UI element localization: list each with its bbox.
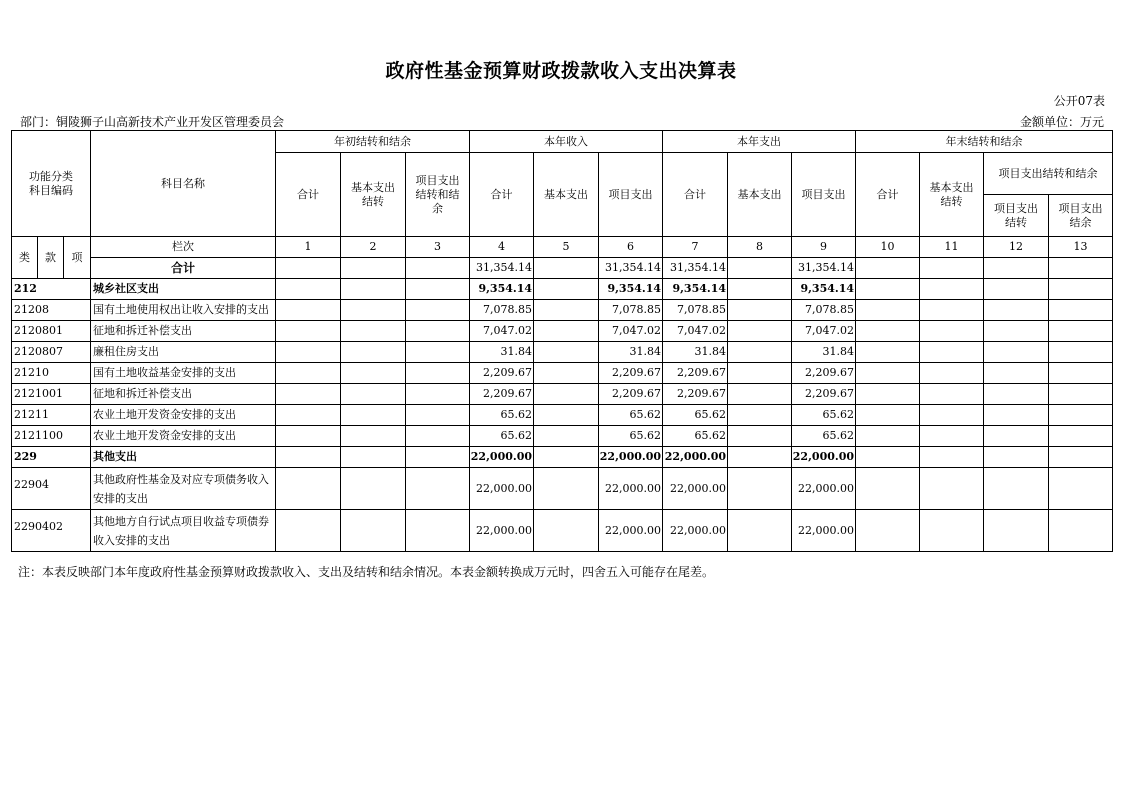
header-lei: 类	[12, 237, 38, 279]
row-code: 21211	[12, 405, 91, 426]
row-name: 其他地方自行试点项目收益专项债券收入安排的支出	[91, 510, 276, 552]
cell: 22,000.00	[470, 447, 534, 468]
row-name: 农业土地开发资金安排的支出	[91, 426, 276, 447]
col-number: 3	[406, 237, 470, 258]
cell	[856, 279, 920, 300]
cell	[1049, 342, 1113, 363]
cell	[341, 426, 406, 447]
cell: 2,209.67	[599, 384, 663, 405]
cell	[534, 300, 599, 321]
table-row-total	[12, 258, 1113, 279]
table-row	[12, 510, 1113, 552]
row-name: 农业土地开发资金安排的支出	[91, 405, 276, 426]
cell: 9,354.14	[663, 279, 728, 300]
cell	[1049, 363, 1113, 384]
cell	[534, 342, 599, 363]
cell	[920, 405, 984, 426]
cell: 9,354.14	[599, 279, 663, 300]
cell	[728, 405, 792, 426]
cell	[406, 321, 470, 342]
cell	[920, 321, 984, 342]
cell	[856, 258, 920, 279]
cell	[1049, 468, 1113, 510]
cell: 22,000.00	[663, 510, 728, 552]
cell	[406, 363, 470, 384]
row-name: 国有土地使用权出让收入安排的支出	[91, 300, 276, 321]
cell	[276, 426, 341, 447]
cell	[341, 384, 406, 405]
cell	[984, 447, 1049, 468]
cell	[920, 300, 984, 321]
cell	[920, 510, 984, 552]
row-name: 征地和拆迁补偿支出	[91, 384, 276, 405]
cell: 2,209.67	[599, 363, 663, 384]
header-end-project-carry: 项目支出结转	[984, 195, 1049, 237]
department-label: 部门：铜陵狮子山高新技术产业开发区管理委员会	[20, 115, 285, 129]
header-end-total: 合计	[856, 153, 920, 237]
header-xiang: 项	[64, 237, 91, 279]
cell: 22,000.00	[599, 468, 663, 510]
row-code: 21208	[12, 300, 91, 321]
cell	[920, 384, 984, 405]
cell	[920, 258, 984, 279]
cell: 65.62	[792, 426, 856, 447]
cell	[984, 342, 1049, 363]
cell: 65.62	[663, 405, 728, 426]
cell	[341, 300, 406, 321]
cell: 7,047.02	[792, 321, 856, 342]
footnote: 注：本表反映部门本年度政府性基金预算财政拨款收入、支出及结转和结余情况。本表金额转换成万元时，四舍五入可能存在尾差。	[18, 565, 715, 579]
cell: 7,078.85	[470, 300, 534, 321]
table-row	[12, 342, 1113, 363]
cell: 65.62	[599, 405, 663, 426]
col-number: 9	[792, 237, 856, 258]
cell	[984, 468, 1049, 510]
header-expense-total: 合计	[663, 153, 728, 237]
cell	[856, 426, 920, 447]
cell	[276, 468, 341, 510]
cell	[341, 258, 406, 279]
cell	[534, 468, 599, 510]
header-income-basic: 基本支出	[534, 153, 599, 237]
cell	[534, 384, 599, 405]
cell	[406, 510, 470, 552]
cell: 22,000.00	[663, 468, 728, 510]
cell	[728, 363, 792, 384]
table-row	[12, 468, 1113, 510]
table-row	[12, 447, 1113, 468]
cell	[856, 468, 920, 510]
cell	[856, 300, 920, 321]
cell	[984, 384, 1049, 405]
col-number: 5	[534, 237, 599, 258]
cell	[1049, 405, 1113, 426]
cell	[534, 447, 599, 468]
table-row	[12, 363, 1113, 384]
cell	[341, 405, 406, 426]
header-income-project: 项目支出	[599, 153, 663, 237]
cell: 22,000.00	[792, 468, 856, 510]
form-number: 公开07表	[1053, 94, 1105, 108]
cell	[920, 426, 984, 447]
cell	[534, 258, 599, 279]
header-group-begin: 年初结转和结余	[276, 131, 470, 153]
header-group-expense: 本年支出	[663, 131, 856, 153]
header-expense-basic: 基本支出	[728, 153, 792, 237]
cell	[534, 426, 599, 447]
row-code: 2121100	[12, 426, 91, 447]
row-name: 其他政府性基金及对应专项债务收入安排的支出	[91, 468, 276, 510]
cell: 22,000.00	[792, 510, 856, 552]
cell	[406, 342, 470, 363]
cell: 31.84	[792, 342, 856, 363]
budget-table	[11, 130, 1113, 552]
col-number: 2	[341, 237, 406, 258]
cell: 7,047.02	[470, 321, 534, 342]
cell	[984, 321, 1049, 342]
cell: 22,000.00	[470, 468, 534, 510]
cell: 22,000.00	[663, 447, 728, 468]
header-begin-project: 项目支出结转和结余	[406, 153, 470, 237]
header-end-project-group: 项目支出结转和结余	[984, 153, 1113, 195]
cell	[406, 468, 470, 510]
row-name: 城乡社区支出	[91, 279, 276, 300]
cell	[534, 321, 599, 342]
cell	[341, 363, 406, 384]
cell: 65.62	[470, 405, 534, 426]
col-number: 8	[728, 237, 792, 258]
cell	[920, 447, 984, 468]
cell	[856, 447, 920, 468]
page-title: 政府性基金预算财政拨款收入支出决算表	[385, 60, 737, 82]
col-number: 12	[984, 237, 1049, 258]
cell	[406, 405, 470, 426]
cell: 22,000.00	[792, 447, 856, 468]
cell	[276, 321, 341, 342]
row-name: 其他支出	[91, 447, 276, 468]
row-code: 2121001	[12, 384, 91, 405]
cell	[341, 321, 406, 342]
cell: 31.84	[663, 342, 728, 363]
cell	[1049, 300, 1113, 321]
col-number: 13	[1049, 237, 1113, 258]
cell: 7,078.85	[792, 300, 856, 321]
cell	[276, 342, 341, 363]
cell	[728, 384, 792, 405]
cell	[856, 405, 920, 426]
cell	[1049, 321, 1113, 342]
row-code: 22904	[12, 468, 91, 510]
cell: 2,209.67	[663, 363, 728, 384]
cell	[984, 279, 1049, 300]
cell: 65.62	[599, 426, 663, 447]
cell	[276, 405, 341, 426]
cell	[406, 384, 470, 405]
cell	[984, 300, 1049, 321]
cell	[728, 300, 792, 321]
cell	[856, 363, 920, 384]
table-row	[12, 426, 1113, 447]
cell	[276, 384, 341, 405]
header-group-income: 本年收入	[470, 131, 663, 153]
cell	[406, 426, 470, 447]
cell	[984, 426, 1049, 447]
cell	[1049, 510, 1113, 552]
header-end-project-balance: 项目支出结余	[1049, 195, 1113, 237]
cell	[341, 510, 406, 552]
cell	[1049, 426, 1113, 447]
header-func-code: 功能分类科目编码	[12, 131, 91, 237]
row-code: 2120801	[12, 321, 91, 342]
cell	[920, 342, 984, 363]
cell	[1049, 258, 1113, 279]
cell	[341, 447, 406, 468]
cell: 31,354.14	[470, 258, 534, 279]
header-group-end: 年末结转和结余	[856, 131, 1113, 153]
header-begin-total: 合计	[276, 153, 341, 237]
header-expense-project: 项目支出	[792, 153, 856, 237]
col-number: 6	[599, 237, 663, 258]
cell	[728, 342, 792, 363]
cell	[406, 279, 470, 300]
cell	[984, 258, 1049, 279]
cell	[341, 279, 406, 300]
cell	[276, 300, 341, 321]
cell	[341, 342, 406, 363]
cell	[984, 363, 1049, 384]
cell	[406, 300, 470, 321]
cell	[534, 279, 599, 300]
col-number: 11	[920, 237, 984, 258]
cell: 22,000.00	[470, 510, 534, 552]
cell: 31,354.14	[663, 258, 728, 279]
cell	[276, 510, 341, 552]
cell	[276, 363, 341, 384]
row-code: 229	[12, 447, 91, 468]
cell: 9,354.14	[470, 279, 534, 300]
cell: 2,209.67	[470, 363, 534, 384]
col-number: 10	[856, 237, 920, 258]
cell	[276, 279, 341, 300]
cell	[534, 363, 599, 384]
cell	[406, 258, 470, 279]
cell	[920, 363, 984, 384]
cell	[534, 510, 599, 552]
cell	[276, 447, 341, 468]
cell: 7,078.85	[663, 300, 728, 321]
cell	[984, 405, 1049, 426]
cell	[856, 321, 920, 342]
header-income-total: 合计	[470, 153, 534, 237]
cell: 22,000.00	[599, 510, 663, 552]
cell: 2,209.67	[792, 384, 856, 405]
header-begin-basic: 基本支出结转	[341, 153, 406, 237]
cell	[276, 258, 341, 279]
col-number: 7	[663, 237, 728, 258]
cell	[728, 321, 792, 342]
cell	[728, 468, 792, 510]
cell	[406, 447, 470, 468]
cell: 65.62	[663, 426, 728, 447]
table-row	[12, 300, 1113, 321]
row-code: 212	[12, 279, 91, 300]
cell	[856, 510, 920, 552]
table-row	[12, 321, 1113, 342]
cell	[920, 468, 984, 510]
cell: 7,047.02	[663, 321, 728, 342]
row-code: 2290402	[12, 510, 91, 552]
cell: 2,209.67	[792, 363, 856, 384]
cell: 31,354.14	[599, 258, 663, 279]
cell: 7,078.85	[599, 300, 663, 321]
row-name: 廉租住房支出	[91, 342, 276, 363]
col-number: 4	[470, 237, 534, 258]
cell	[728, 510, 792, 552]
header-subject-name: 科目名称	[91, 131, 276, 237]
cell: 9,354.14	[792, 279, 856, 300]
total-label: 合计	[91, 258, 276, 279]
cell	[856, 342, 920, 363]
cell	[728, 426, 792, 447]
cell: 31.84	[599, 342, 663, 363]
cell	[341, 468, 406, 510]
row-name: 国有土地收益基金安排的支出	[91, 363, 276, 384]
header-lanci: 栏次	[91, 237, 276, 258]
table-row	[12, 405, 1113, 426]
row-code: 2120807	[12, 342, 91, 363]
table-row	[12, 279, 1113, 300]
cell: 65.62	[470, 426, 534, 447]
cell: 2,209.67	[663, 384, 728, 405]
cell	[920, 279, 984, 300]
cell	[728, 258, 792, 279]
cell	[1049, 447, 1113, 468]
header-end-basic: 基本支出结转	[920, 153, 984, 237]
col-number: 1	[276, 237, 341, 258]
cell: 7,047.02	[599, 321, 663, 342]
cell: 65.62	[792, 405, 856, 426]
cell	[534, 405, 599, 426]
cell	[728, 447, 792, 468]
cell: 31.84	[470, 342, 534, 363]
cell: 2,209.67	[470, 384, 534, 405]
cell: 31,354.14	[792, 258, 856, 279]
cell	[728, 279, 792, 300]
cell	[984, 510, 1049, 552]
table-row	[12, 384, 1113, 405]
cell	[856, 384, 920, 405]
row-name: 征地和拆迁补偿支出	[91, 321, 276, 342]
amount-unit-label: 金额单位：万元	[1019, 115, 1104, 129]
row-code: 21210	[12, 363, 91, 384]
cell	[1049, 279, 1113, 300]
header-kuan: 款	[38, 237, 64, 279]
cell	[1049, 384, 1113, 405]
cell: 22,000.00	[599, 447, 663, 468]
